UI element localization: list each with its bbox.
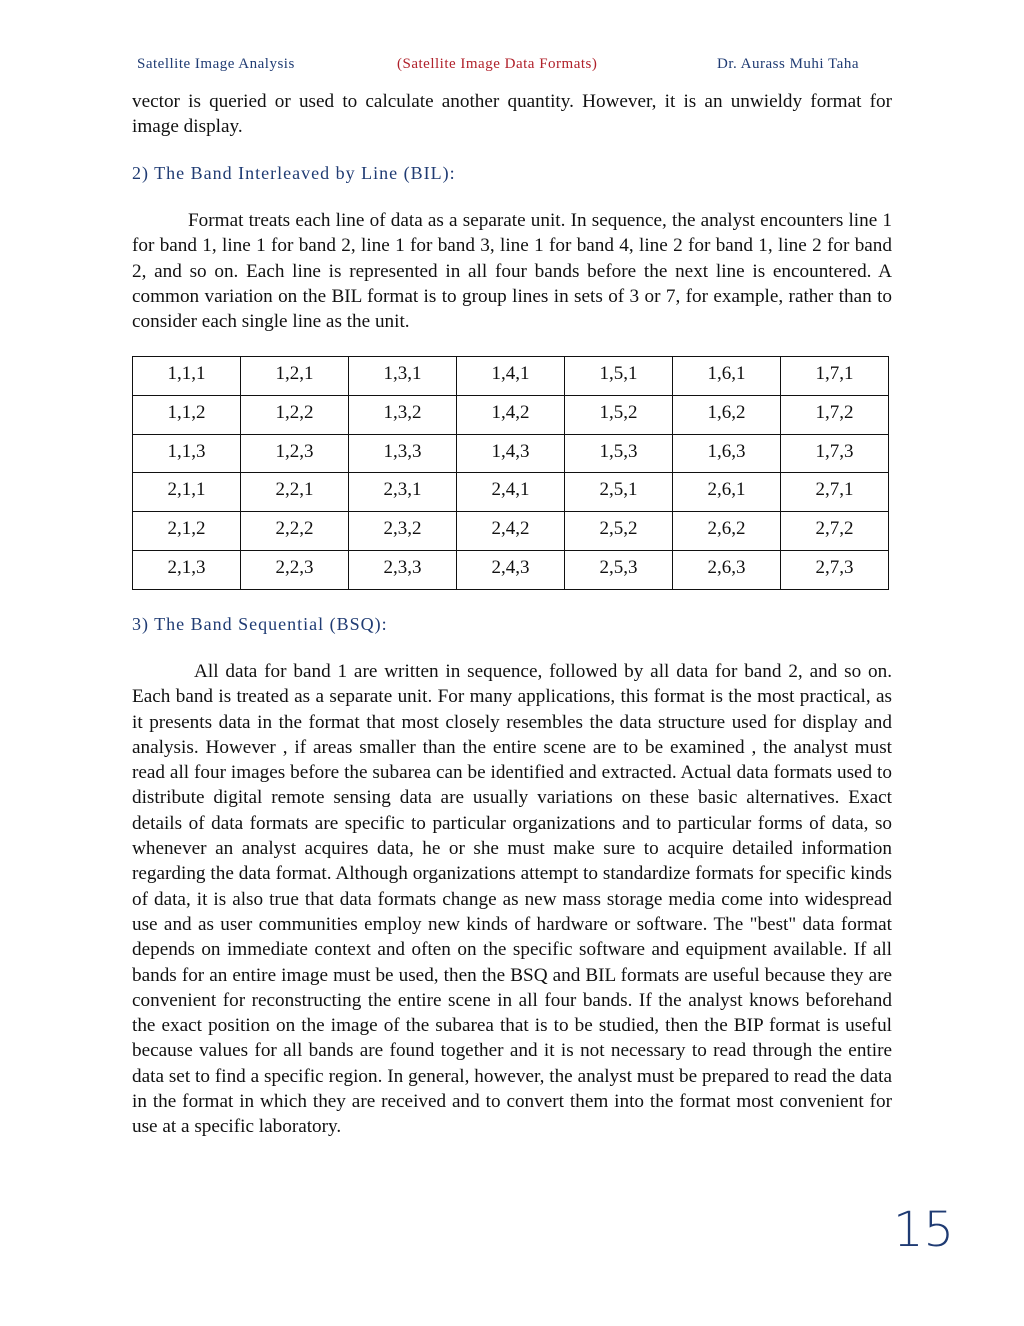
table-cell: 1,1,3 [133, 434, 241, 473]
bil-heading: 2) The Band Interleaved by Line (BIL): [132, 163, 456, 183]
table-cell: 2,3,3 [349, 551, 457, 590]
table-cell: 1,3,3 [349, 434, 457, 473]
table-cell: 2,5,1 [565, 473, 673, 512]
table-cell: 2,7,2 [781, 512, 889, 551]
table-cell: 2,1,3 [133, 551, 241, 590]
header-author: Dr. Aurass Muhi Taha [717, 56, 859, 72]
page-header [0, 56, 1024, 80]
header-course-title: Satellite Image Analysis [137, 56, 295, 72]
table-cell: 2,2,2 [241, 512, 349, 551]
bsq-heading: 3) The Band Sequential (BSQ): [132, 614, 388, 634]
header-chapter-title: (Satellite Image Data Formats) [397, 56, 598, 72]
table-cell: 1,7,3 [781, 434, 889, 473]
table-row [133, 434, 889, 473]
table-cell: 2,6,2 [673, 512, 781, 551]
table-cell: 1,3,1 [349, 357, 457, 396]
table-cell: 1,7,2 [781, 395, 889, 434]
table-cell: 2,2,3 [241, 551, 349, 590]
table-cell: 1,7,1 [781, 357, 889, 396]
table-row [133, 395, 889, 434]
table-row [133, 357, 889, 396]
table-cell: 1,6,1 [673, 357, 781, 396]
table-cell: 2,5,3 [565, 551, 673, 590]
table-cell: 1,2,2 [241, 395, 349, 434]
table-row [133, 473, 889, 512]
table-cell: 2,4,1 [457, 473, 565, 512]
intro-paragraph: vector is queried or used to calculate another quantity. However, it is an unwieldy format for image display. [132, 91, 892, 138]
table-cell: 1,4,1 [457, 357, 565, 396]
table-cell: 2,7,1 [781, 473, 889, 512]
bil-table [132, 356, 889, 590]
table-cell: 1,4,3 [457, 434, 565, 473]
table-cell: 1,1,1 [133, 357, 241, 396]
table-cell: 2,3,1 [349, 473, 457, 512]
table-cell: 2,1,2 [133, 512, 241, 551]
table-cell: 1,6,3 [673, 434, 781, 473]
table-cell: 1,5,3 [565, 434, 673, 473]
table-cell: 2,7,3 [781, 551, 889, 590]
table-row [133, 512, 889, 551]
table-cell: 1,5,2 [565, 395, 673, 434]
table-cell: 2,3,2 [349, 512, 457, 551]
page-number: 15 [893, 1202, 955, 1258]
table-cell: 2,5,2 [565, 512, 673, 551]
table-cell: 1,6,2 [673, 395, 781, 434]
table-cell: 2,6,1 [673, 473, 781, 512]
table-cell: 2,2,1 [241, 473, 349, 512]
table-cell: 1,3,2 [349, 395, 457, 434]
table-cell: 1,5,1 [565, 357, 673, 396]
table-cell: 2,4,2 [457, 512, 565, 551]
table-cell: 1,2,1 [241, 357, 349, 396]
table-cell: 2,1,1 [133, 473, 241, 512]
bsq-paragraph: All data for band 1 are written in sequence, followed by all data for band 2, and so on. Each band is treated as a separate unit. For many applications, this format is the most practical, as it presents data in the format that most closely resembles the data structure used for display and analysis. However , if areas smaller than the entire scene are to be examined , the analyst must read all four images before the subarea can be identified and extracted. Actual data formats used to distribute digital remote sensing data are usually variations on these basic alternatives. Exact details of data formats are specific to particular organizations and to particular forms of data, so whenever an analyst acquires data, he or she must make sure to acquire detailed information regarding the data format. Although organizations attempt to standardize formats for specific kinds of data, it is also true that data formats change as new mass storage media come into widespread use and as user communities employ new kinds of hardware or software. The "best" data format depends on immediate context and often on the specific software and equipment available. If all bands for an entire image must be used, then the BSQ and BIL formats are useful because they are convenient for reconstructing the entire scene in all four bands. If the analyst knows beforehand the exact position on the image of the subarea that is to be studied, then the BIP format is useful because values for all bands are found together and it is not necessary to read through the entire data set to find a specific region. In general, however, the analyst must be prepared to read the data in the format in which they are received and to convert them into the format most convenient for use at a specific laboratory. [132, 661, 892, 1138]
table-cell: 1,1,2 [133, 395, 241, 434]
table-row [133, 551, 889, 590]
table-cell: 2,6,3 [673, 551, 781, 590]
table-cell: 2,4,3 [457, 551, 565, 590]
table-cell: 1,4,2 [457, 395, 565, 434]
bil-paragraph: Format treats each line of data as a separate unit. In sequence, the analyst encounters line 1 for band 1, line 1 for band 2, line 1 for band 3, line 1 for band 4, line 2 for band 1, line 2 for band 2, and so on. Each line is represented in all four bands before the next line is encountered. A common variation on the BIL format is to group lines in sets of 3 or 7, for example, rather than to consider each single line as the unit. [132, 210, 892, 333]
table-cell: 1,2,3 [241, 434, 349, 473]
